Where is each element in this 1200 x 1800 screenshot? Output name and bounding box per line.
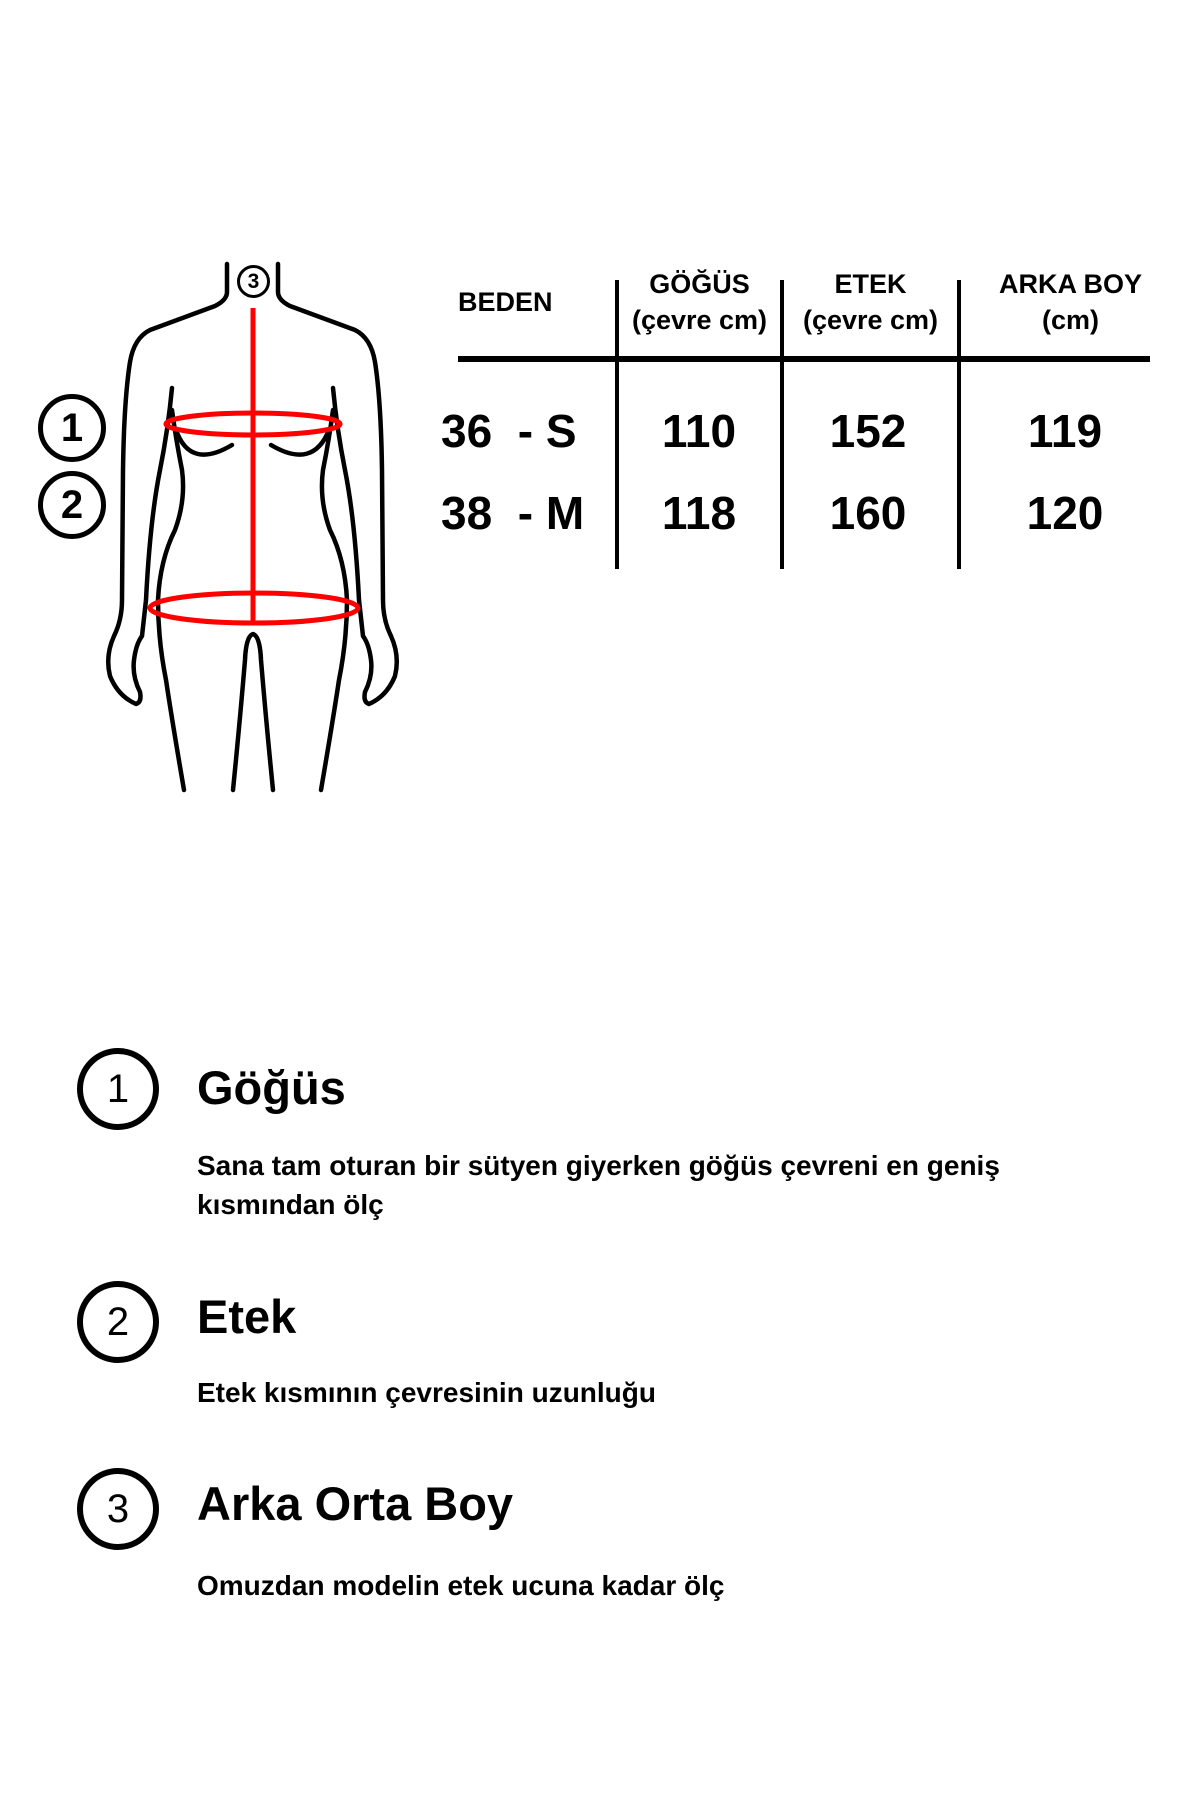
header-label: BEDEN — [458, 287, 553, 317]
badge-label: 1 — [106, 1066, 130, 1111]
header-label: GÖĞÜS — [649, 269, 750, 299]
header-beden — [458, 284, 568, 320]
badge-label: 3 — [106, 1486, 130, 1531]
etek-cell: 160 — [829, 487, 907, 539]
gogus-cell: 110 — [661, 405, 737, 457]
header-unit: (çevre cm) — [631, 305, 768, 335]
column-divider — [615, 280, 619, 569]
badge-label: 2 — [106, 1299, 130, 1344]
size-cell: 38 - M — [441, 487, 585, 539]
legend-description: Sana tam oturan bir sütyen giyerken göğüs çevreni en geniş kısmından ölç — [197, 1150, 1000, 1220]
number-badge-3 — [77, 1468, 159, 1550]
legend-title: Etek — [197, 1290, 297, 1343]
arka-boy-cell: 119 — [1027, 405, 1103, 457]
gogus-cell: 118 — [661, 487, 737, 539]
header-unit: (cm) — [1041, 305, 1099, 335]
marker-label: 1 — [60, 405, 84, 450]
number-badge-1 — [77, 1048, 159, 1130]
etek-cell: 152 — [829, 405, 907, 457]
arka-boy-cell: 120 — [1026, 487, 1104, 539]
header-etek — [782, 266, 959, 338]
column-divider — [957, 280, 961, 569]
header-label: ARKA BOY — [998, 269, 1142, 299]
neck-marker-3 — [237, 265, 270, 298]
header-unit: (çevre cm) — [802, 305, 939, 335]
marker-label: 2 — [60, 482, 84, 527]
size-cell: 36 - S — [441, 405, 577, 457]
header-divider — [458, 356, 1150, 362]
hem-marker-2 — [38, 471, 106, 539]
legend-description: Omuzdan modelin etek ucuna kadar ölç — [197, 1570, 725, 1601]
legend-description: Etek kısmının çevresinin uzunluğu — [197, 1377, 656, 1408]
legend-title: Göğüs — [197, 1061, 346, 1114]
header-arka-boy — [963, 266, 1178, 338]
number-badge-2 — [77, 1281, 159, 1363]
header-label: ETEK — [834, 269, 907, 299]
marker-label: 3 — [247, 269, 260, 293]
header-gogus — [617, 266, 782, 338]
column-divider — [780, 280, 784, 569]
legend-title: Arka Orta Boy — [197, 1477, 514, 1530]
bust-marker-1 — [38, 394, 106, 462]
